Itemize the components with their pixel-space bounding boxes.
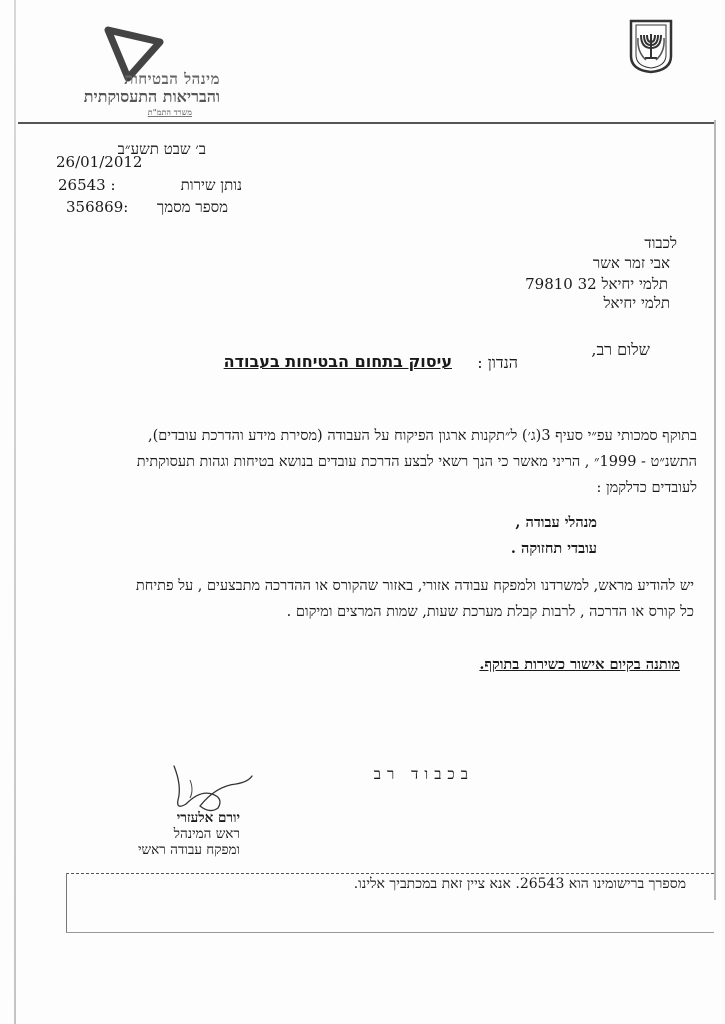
body-paragraph1-line3: לעובדים כדלקמן : [596, 480, 697, 496]
state-emblem-icon [628, 18, 674, 74]
service-provider-label: נותן שירות [180, 176, 242, 194]
footer-box-edge [66, 873, 67, 933]
signer-role: ראש המינהל [173, 826, 240, 842]
footer-reference-note: מספרך ברישומינו הוא 26543. אנא ציין זאת במכתביך אלינו. [353, 876, 686, 892]
condition-note: מותנה בקיום אישור כשירות בתוקף. [479, 656, 680, 673]
service-provider-number: 26543 : [58, 176, 116, 194]
subject-label: הנדון : [477, 353, 518, 372]
recipient-address: תלמי יחיאל 32 79810 [525, 275, 668, 293]
recipient-name: אבי זמר אשר [592, 254, 670, 272]
footer-box-bottom [66, 932, 714, 933]
body-paragraph1-line1: בתוקף סמכותי עפ״י סעיף 3(ג׳) ל״תקנות ארגון הפיקוח על העבודה (מסירת מידע והדרכת עובדים), [147, 428, 697, 444]
reference-label: מספר מסמך [156, 198, 228, 216]
page-edge-shadow [14, 0, 16, 1024]
hebrew-date: ב׳ שבט תשע״ב [117, 140, 206, 158]
worker-category-item: מנהלי עבודה , [515, 514, 597, 531]
date: 26/01/2012 [56, 153, 143, 171]
body-paragraph2-line1: יש להודיע מראש, למשרדנו ולמפקח עבודה אזורי, באזור שהקורס או ההדרכה מתבצעים , על פתיחת [135, 578, 694, 594]
recipient-city: תלמי יחיאל [603, 294, 670, 312]
body-paragraph1-line2: התשנ״ט - 1999״ , הריני מאשר כי הנך רשאי לבצע הדרכת עובדים בנושא בטיחות וגהות תעסוקתית [136, 454, 697, 470]
body-paragraph2-line2: כל קורס או הדרכה , לרבות קבלת מערכת שעות, שמות המרצים ומיקום . [286, 604, 694, 620]
ministry-name: משרד התמ"ת [147, 107, 192, 117]
closing-regards: בכבוד רב [373, 765, 474, 783]
recipient-salutation: לכבוד [644, 234, 677, 252]
signer-role: ומפקח עבודה ראשי [137, 842, 240, 858]
header-divider [18, 122, 714, 124]
reference-number: 356869: [66, 198, 129, 216]
subject-text: עיסוק בתחום הבטיחות בעבודה [223, 352, 452, 371]
org-name-line1: מינהל הבטיחות [124, 70, 220, 88]
greeting: שלום רב, [591, 340, 650, 359]
signer-name: יורם אלעזרי [176, 810, 240, 826]
worker-category-item: עובדי תחזוקה . [510, 540, 597, 557]
page-edge-line [714, 120, 716, 900]
org-name-line2: והבריאות התעסוקתית [83, 87, 220, 106]
footer-divider [66, 873, 714, 874]
